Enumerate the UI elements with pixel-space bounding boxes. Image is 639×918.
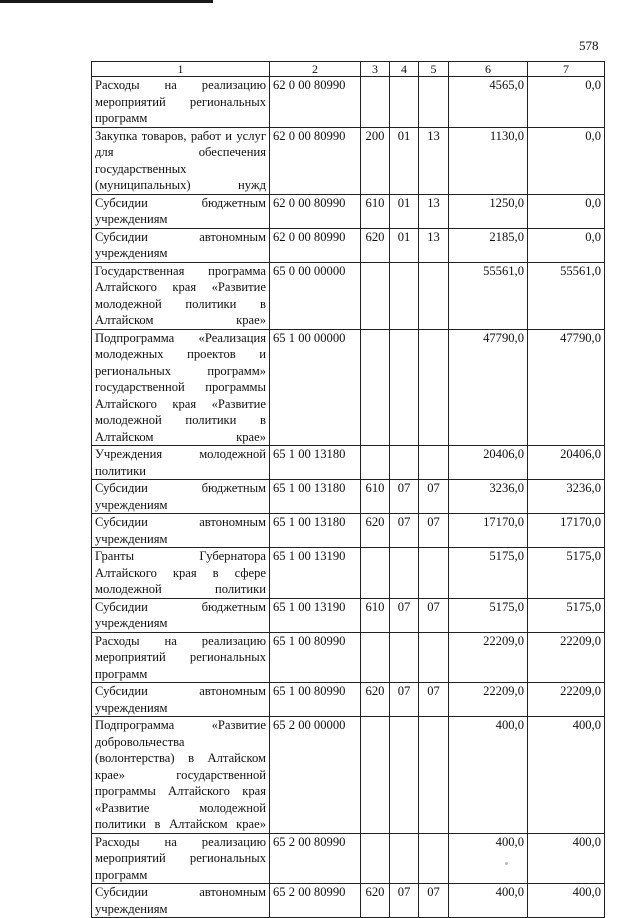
row-amount-6: 400,0 (449, 717, 528, 834)
row-code: 65 1 00 13180 (270, 514, 361, 548)
row-section (390, 833, 419, 884)
row-subsection (419, 77, 449, 128)
row-type: 200 (361, 127, 390, 194)
row-section: 07 (390, 598, 419, 632)
row-subsection (419, 446, 449, 480)
row-name: Субсидии бюджетным учреждениям (92, 480, 270, 514)
row-type: 610 (361, 194, 390, 228)
row-amount-6: 20406,0 (449, 446, 528, 480)
table-row (92, 548, 605, 599)
row-amount-7: 0,0 (528, 194, 605, 228)
row-amount-6: 22209,0 (449, 632, 528, 683)
row-amount-7: 22209,0 (528, 632, 605, 683)
row-section: 07 (390, 514, 419, 548)
scan-speck (505, 862, 508, 865)
row-type: 620 (361, 683, 390, 717)
table-row (92, 127, 605, 194)
row-code: 65 2 00 00000 (270, 717, 361, 834)
row-section: 07 (390, 683, 419, 717)
column-header: 3 (361, 62, 390, 77)
row-amount-7: 0,0 (528, 228, 605, 262)
row-amount-6: 3236,0 (449, 480, 528, 514)
row-subsection: 07 (419, 480, 449, 514)
row-code: 62 0 00 80990 (270, 127, 361, 194)
row-subsection (419, 632, 449, 683)
row-code: 65 1 00 00000 (270, 329, 361, 446)
row-section: 01 (390, 127, 419, 194)
row-subsection: 07 (419, 598, 449, 632)
row-subsection (419, 833, 449, 884)
table-header-row (92, 62, 605, 77)
row-amount-6: 5175,0 (449, 548, 528, 599)
column-header: 4 (390, 62, 419, 77)
table-row (92, 598, 605, 632)
row-type: 620 (361, 514, 390, 548)
column-header: 1 (92, 62, 270, 77)
table-row (92, 514, 605, 548)
row-amount-6: 1130,0 (449, 127, 528, 194)
table-row (92, 683, 605, 717)
row-name: Подпрограмма «Развитие добровольчества (волонтерства) в Алтайском крае» государственной программы Алтайского края «Развитие молодежной политики в Алтайском крае» (92, 717, 270, 834)
table-row (92, 833, 605, 884)
top-rule (0, 0, 213, 3)
row-amount-7: 55561,0 (528, 262, 605, 329)
row-subsection: 07 (419, 514, 449, 548)
row-subsection (419, 329, 449, 446)
row-code: 65 1 00 80990 (270, 632, 361, 683)
row-amount-6: 55561,0 (449, 262, 528, 329)
row-subsection (419, 262, 449, 329)
row-name: Субсидии бюджетным учреждениям (92, 194, 270, 228)
row-section: 07 (390, 884, 419, 918)
row-name: Подпрограмма «Реализация молодежных проектов и региональных программ» государственной программы Алтайского края «Развитие молодежной политики в Алтайском крае» (92, 329, 270, 446)
row-amount-7: 20406,0 (528, 446, 605, 480)
row-section (390, 632, 419, 683)
column-header: 2 (270, 62, 361, 77)
column-header: 5 (419, 62, 449, 77)
row-amount-7: 0,0 (528, 77, 605, 128)
row-amount-7: 400,0 (528, 717, 605, 834)
budget-table (91, 61, 605, 918)
row-section: 01 (390, 228, 419, 262)
row-amount-6: 4565,0 (449, 77, 528, 128)
table-row (92, 77, 605, 128)
table-row (92, 329, 605, 446)
row-name: Расходы на реализацию мероприятий региональных программ (92, 632, 270, 683)
row-type (361, 548, 390, 599)
row-section (390, 717, 419, 834)
row-amount-6: 1250,0 (449, 194, 528, 228)
row-name: Субсидии бюджетным учреждениям (92, 598, 270, 632)
row-name: Субсидии автономным учреждениям (92, 683, 270, 717)
row-subsection: 13 (419, 228, 449, 262)
row-amount-7: 0,0 (528, 127, 605, 194)
row-name: Гранты Губернатора Алтайского края в сфере молодежной политики (92, 548, 270, 599)
row-section (390, 548, 419, 599)
row-section (390, 446, 419, 480)
row-type (361, 632, 390, 683)
row-type (361, 833, 390, 884)
row-subsection: 13 (419, 194, 449, 228)
row-name: Расходы на реализацию мероприятий региональных программ (92, 77, 270, 128)
table-row (92, 194, 605, 228)
row-name: Учреждения молодежной политики (92, 446, 270, 480)
row-amount-6: 2185,0 (449, 228, 528, 262)
row-type (361, 77, 390, 128)
row-code: 62 0 00 80990 (270, 77, 361, 128)
row-amount-7: 5175,0 (528, 598, 605, 632)
row-type (361, 262, 390, 329)
row-code: 65 1 00 80990 (270, 683, 361, 717)
row-name: Расходы на реализацию мероприятий региональных программ (92, 833, 270, 884)
table-row (92, 228, 605, 262)
row-subsection: 07 (419, 884, 449, 918)
row-name: Субсидии автономным учреждениям (92, 228, 270, 262)
row-amount-7: 400,0 (528, 833, 605, 884)
row-type: 610 (361, 598, 390, 632)
row-subsection: 13 (419, 127, 449, 194)
table-row (92, 632, 605, 683)
table-row (92, 446, 605, 480)
row-code: 65 1 00 13190 (270, 598, 361, 632)
row-section: 07 (390, 480, 419, 514)
row-type (361, 446, 390, 480)
row-subsection (419, 717, 449, 834)
row-subsection: 07 (419, 683, 449, 717)
row-code: 65 1 00 13190 (270, 548, 361, 599)
row-amount-6: 22209,0 (449, 683, 528, 717)
row-amount-6: 400,0 (449, 833, 528, 884)
row-section: 01 (390, 194, 419, 228)
row-type: 620 (361, 228, 390, 262)
row-type: 610 (361, 480, 390, 514)
row-code: 62 0 00 80990 (270, 228, 361, 262)
row-type (361, 717, 390, 834)
page-number: 578 (579, 38, 599, 53)
row-name: Субсидии автономным учреждениям (92, 514, 270, 548)
table-row (92, 884, 605, 918)
row-name: Закупка товаров, работ и услуг для обеспечения государственных (муниципальных) нужд (92, 127, 270, 194)
row-amount-7: 3236,0 (528, 480, 605, 514)
row-code: 65 0 00 00000 (270, 262, 361, 329)
row-amount-7: 5175,0 (528, 548, 605, 599)
row-code: 65 2 00 80990 (270, 833, 361, 884)
row-amount-6: 5175,0 (449, 598, 528, 632)
row-code: 65 1 00 13180 (270, 480, 361, 514)
row-amount-6: 400,0 (449, 884, 528, 918)
row-amount-7: 17170,0 (528, 514, 605, 548)
row-amount-7: 22209,0 (528, 683, 605, 717)
row-type (361, 329, 390, 446)
row-code: 65 2 00 80990 (270, 884, 361, 918)
column-header: 6 (449, 62, 528, 77)
row-amount-6: 17170,0 (449, 514, 528, 548)
row-section (390, 329, 419, 446)
row-code: 65 1 00 13180 (270, 446, 361, 480)
row-name: Субсидии автономным учреждениям (92, 884, 270, 918)
row-section (390, 262, 419, 329)
row-amount-6: 47790,0 (449, 329, 528, 446)
column-header: 7 (528, 62, 605, 77)
row-amount-7: 47790,0 (528, 329, 605, 446)
row-code: 62 0 00 80990 (270, 194, 361, 228)
table-row (92, 480, 605, 514)
table-row (92, 717, 605, 834)
row-amount-7: 400,0 (528, 884, 605, 918)
row-section (390, 77, 419, 128)
row-name: Государственная программа Алтайского края «Развитие молодежной политики в Алтайском крае» (92, 262, 270, 329)
row-type: 620 (361, 884, 390, 918)
row-subsection (419, 548, 449, 599)
table-row (92, 262, 605, 329)
